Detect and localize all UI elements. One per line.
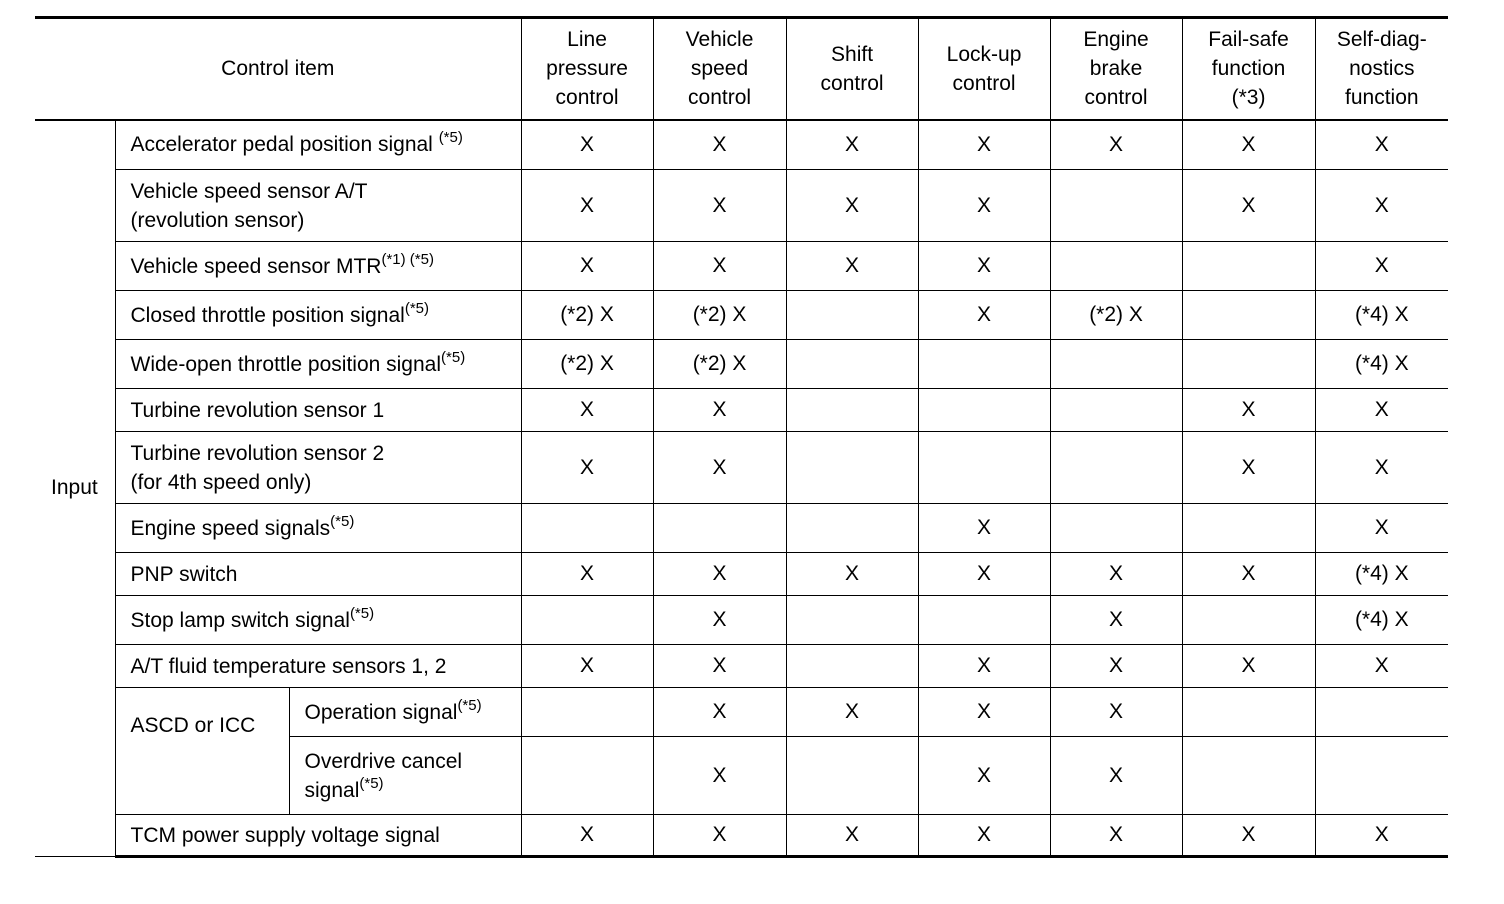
value-cell: [1182, 340, 1315, 389]
value-cell: X: [918, 737, 1050, 815]
row-label: Accelerator pedal position signal $^{(*5)}$: [115, 120, 521, 170]
value-cell: (*2) X: [521, 340, 653, 389]
value-cell: [1182, 737, 1315, 815]
value-cell: [653, 504, 786, 553]
header-vehicle-speed-control: Vehicle speed control: [653, 18, 786, 120]
value-cell: X: [653, 553, 786, 596]
value-cell: [786, 432, 918, 504]
table-row: [35, 242, 1448, 291]
value-cell: X: [1182, 815, 1315, 857]
header-self-diagnostics-function: Self-diag- nostics function: [1315, 18, 1448, 120]
table-row: [35, 120, 1448, 170]
row-label: Vehicle speed sensor $MTR^{(*1) (*5)}$: [115, 242, 521, 291]
value-cell: X: [1315, 645, 1448, 688]
value-cell: X: [1315, 170, 1448, 242]
value-cell: X: [653, 815, 786, 857]
value-cell: X: [918, 553, 1050, 596]
value-cell: X: [1182, 170, 1315, 242]
table-row: [35, 432, 1448, 504]
header-control-item: Control item: [35, 18, 521, 120]
value-cell: (*2) X: [653, 340, 786, 389]
value-cell: [1050, 340, 1182, 389]
value-cell: X: [1182, 645, 1315, 688]
value-cell: [1182, 291, 1315, 340]
table-row: [35, 688, 1448, 737]
table-row: [35, 596, 1448, 645]
value-cell: (*4) X: [1315, 291, 1448, 340]
group-label-input: Input: [35, 120, 115, 857]
value-cell: X: [1182, 120, 1315, 170]
value-cell: X: [918, 645, 1050, 688]
value-cell: [1050, 242, 1182, 291]
value-cell: X: [918, 291, 1050, 340]
value-cell: (*4) X: [1315, 553, 1448, 596]
value-cell: [918, 432, 1050, 504]
value-cell: [786, 596, 918, 645]
row-label: A/T fluid temperature sensors 1, 2: [115, 645, 521, 688]
value-cell: X: [1050, 553, 1182, 596]
header-line-pressure-control: Line pressure control: [521, 18, 653, 120]
value-cell: [1050, 504, 1182, 553]
value-cell: X: [521, 432, 653, 504]
value-cell: [786, 645, 918, 688]
value-cell: X: [521, 389, 653, 432]
row-label: Turbine revolution sensor 2 (for 4th speed only): [115, 432, 521, 504]
value-cell: X: [521, 242, 653, 291]
value-cell: (*4) X: [1315, 596, 1448, 645]
value-cell: X: [918, 120, 1050, 170]
value-cell: X: [1315, 242, 1448, 291]
value-cell: X: [521, 170, 653, 242]
value-cell: X: [521, 645, 653, 688]
table-row: [35, 340, 1448, 389]
row-label: Overdrive cancel signal$^{(*5)}$: [289, 737, 521, 815]
value-cell: (*2) X: [653, 291, 786, 340]
value-cell: X: [1050, 688, 1182, 737]
value-cell: [786, 389, 918, 432]
table-row: [35, 389, 1448, 432]
row-label: Stop lamp switch signal$^{(*5)}$: [115, 596, 521, 645]
value-cell: [1182, 596, 1315, 645]
row-label: Closed throttle position signal$^{(*5)}$: [115, 291, 521, 340]
value-cell: [786, 737, 918, 815]
value-cell: [1050, 432, 1182, 504]
value-cell: [521, 737, 653, 815]
value-cell: [786, 340, 918, 389]
value-cell: X: [653, 242, 786, 291]
header-shift-control: Shift control: [786, 18, 918, 120]
value-cell: X: [918, 815, 1050, 857]
value-cell: X: [1050, 120, 1182, 170]
header-row: [35, 18, 1448, 120]
value-cell: [918, 340, 1050, 389]
value-cell: X: [1182, 432, 1315, 504]
value-cell: X: [1315, 120, 1448, 170]
value-cell: X: [653, 737, 786, 815]
header-fail-safe-function: Fail-safe function (*3): [1182, 18, 1315, 120]
value-cell: (*4) X: [1315, 340, 1448, 389]
value-cell: (*2) X: [1050, 291, 1182, 340]
table-row: [35, 645, 1448, 688]
value-cell: [1050, 389, 1182, 432]
value-cell: [1315, 688, 1448, 737]
value-cell: [918, 596, 1050, 645]
header-lock-up-control: Lock-up control: [918, 18, 1050, 120]
value-cell: X: [1315, 432, 1448, 504]
value-cell: X: [1050, 645, 1182, 688]
header-engine-brake-control: Engine brake control: [1050, 18, 1182, 120]
value-cell: X: [521, 815, 653, 857]
value-cell: (*2) X: [521, 291, 653, 340]
table-row: [35, 815, 1448, 857]
value-cell: X: [786, 120, 918, 170]
value-cell: [521, 688, 653, 737]
value-cell: X: [918, 688, 1050, 737]
value-cell: X: [786, 815, 918, 857]
value-cell: X: [786, 553, 918, 596]
row-label: TCM power supply voltage signal: [115, 815, 521, 857]
table-row: [35, 291, 1448, 340]
row-label: PNP switch: [115, 553, 521, 596]
value-cell: X: [786, 242, 918, 291]
value-cell: X: [653, 688, 786, 737]
value-cell: [521, 504, 653, 553]
value-cell: X: [521, 120, 653, 170]
value-cell: X: [1050, 815, 1182, 857]
row-label: Engine speed signals$^{(*5)}$: [115, 504, 521, 553]
value-cell: X: [1050, 596, 1182, 645]
value-cell: [1182, 688, 1315, 737]
value-cell: X: [918, 242, 1050, 291]
value-cell: X: [786, 688, 918, 737]
value-cell: X: [1182, 553, 1315, 596]
table-row: [35, 170, 1448, 242]
value-cell: [1315, 737, 1448, 815]
row-label: Wide-open throttle position signal$^{(*5)}$: [115, 340, 521, 389]
value-cell: [1182, 242, 1315, 291]
subgroup-label-ascd-icc: ASCD or ICC: [115, 688, 289, 815]
value-cell: X: [918, 504, 1050, 553]
value-cell: X: [653, 596, 786, 645]
value-cell: X: [1050, 737, 1182, 815]
value-cell: X: [1315, 815, 1448, 857]
control-items-table: [35, 16, 1448, 858]
value-cell: X: [521, 553, 653, 596]
value-cell: X: [1315, 504, 1448, 553]
value-cell: X: [653, 432, 786, 504]
row-label: Turbine revolution sensor 1: [115, 389, 521, 432]
row-label: Vehicle speed sensor A/T (revolution sensor): [115, 170, 521, 242]
value-cell: [1050, 170, 1182, 242]
table-row: [35, 504, 1448, 553]
value-cell: X: [918, 170, 1050, 242]
value-cell: X: [653, 170, 786, 242]
row-label: Operation signal$^{(*5)}$: [289, 688, 521, 737]
value-cell: X: [1315, 389, 1448, 432]
value-cell: [918, 389, 1050, 432]
value-cell: X: [786, 170, 918, 242]
value-cell: X: [1182, 389, 1315, 432]
value-cell: X: [653, 645, 786, 688]
table-row: [35, 553, 1448, 596]
value-cell: X: [653, 120, 786, 170]
value-cell: [1182, 504, 1315, 553]
value-cell: [786, 504, 918, 553]
value-cell: [786, 291, 918, 340]
value-cell: X: [653, 389, 786, 432]
value-cell: [521, 596, 653, 645]
